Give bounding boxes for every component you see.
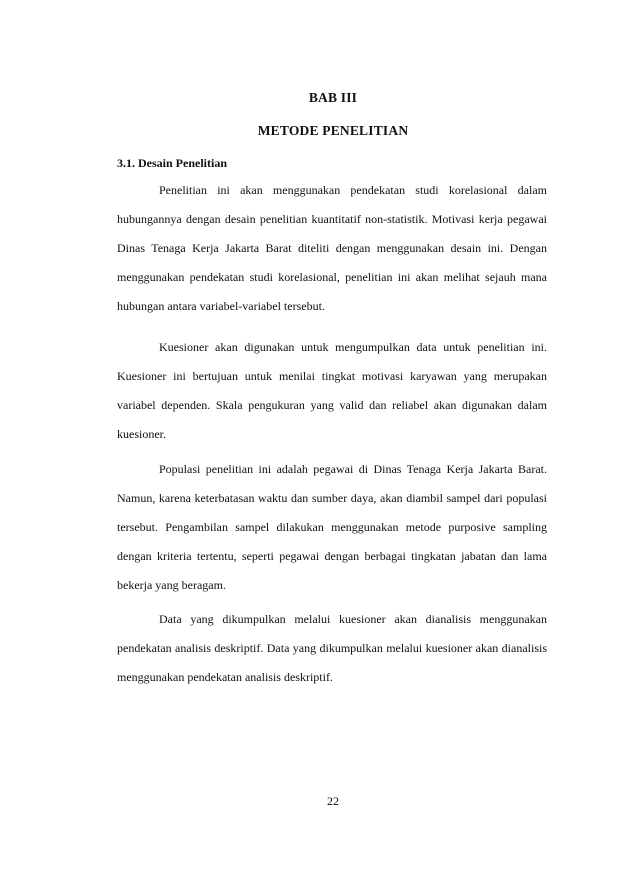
paragraph: Kuesioner akan digunakan untuk mengumpulkan data untuk penelitian ini. Kuesioner ini bertujuan untuk menilai tingkat motivasi karyawan yang merupakan variabel dependen. Skala pengukuran yang valid dan reliabel akan digunakan dalam kuesioner.	[117, 340, 547, 441]
chapter-number: BAB III	[308, 90, 358, 105]
paragraph: Data yang dikumpulkan melalui kuesioner akan dianalisis menggunakan pendekatan analisis deskriptif. Data yang dikumpulkan melalui kuesioner akan dianalisis menggunakan pendekatan analisis deskriptif.	[117, 612, 547, 684]
section-heading: 3.1. Desain Penelitian	[117, 156, 227, 170]
paragraph: Penelitian ini akan menggunakan pendekatan studi korelasional dalam hubungannya dengan desain penelitian kuantitatif non-statistik. Motivasi kerja pegawai Dinas Tenaga Kerja Jakarta Barat diteliti dengan menggunakan desain ini. Dengan menggunakan pendekatan studi korelasional, penelitian ini akan melihat sejauh mana hubungan antara variabel-variabel tersebut.	[117, 183, 547, 313]
paragraph: Populasi penelitian ini adalah pegawai di Dinas Tenaga Kerja Jakarta Barat. Namun, karena keterbatasan waktu dan sumber daya, akan diambil sampel dari populasi tersebut. Pengambilan sampel dilakukan menggunakan metode purposive sampling dengan kriteria tertentu, seperti pegawai dengan berbagai tingkatan jabatan dan lama bekerja yang beragam.	[117, 462, 547, 592]
chapter-title: METODE PENELITIAN	[257, 123, 409, 138]
page-number: 22	[327, 794, 339, 808]
